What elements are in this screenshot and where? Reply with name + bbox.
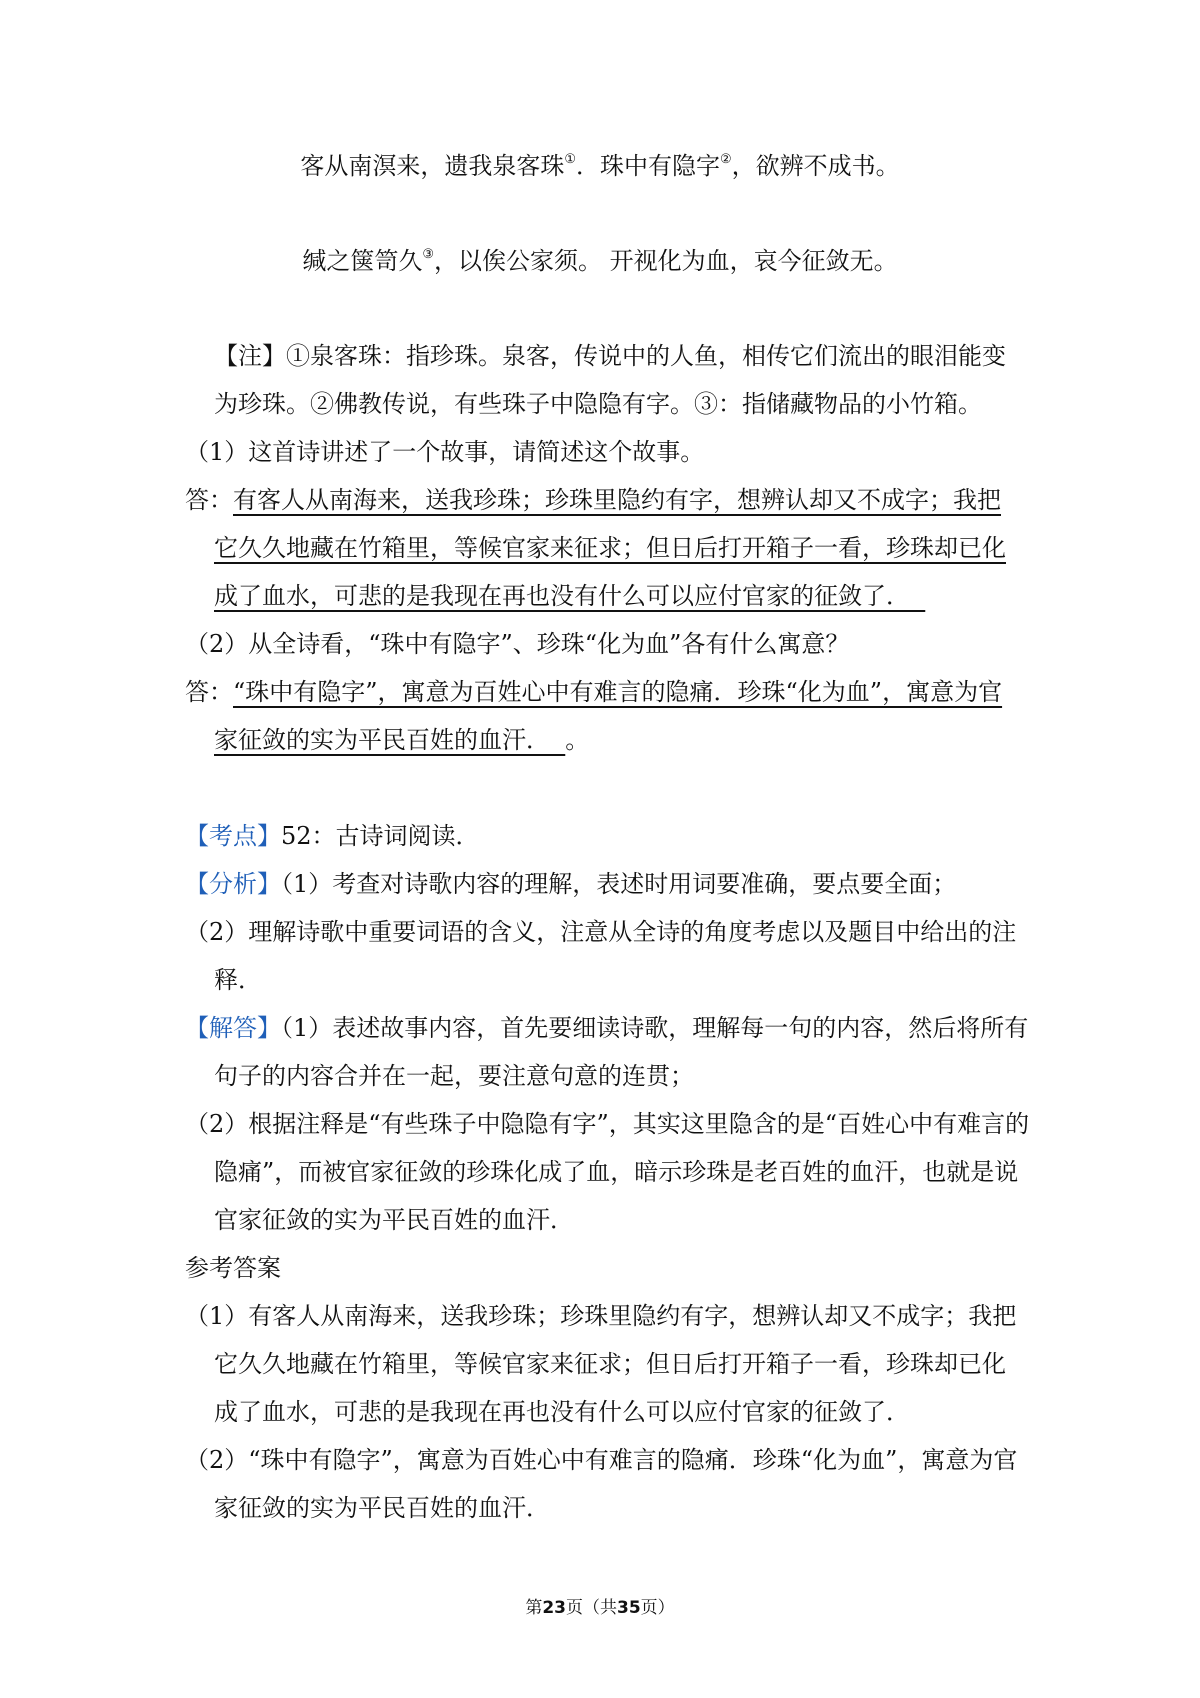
jieda-tag: 【解答】	[185, 1014, 281, 1042]
fenxi-line-3: 释．	[214, 966, 262, 994]
poem-line-2	[0, 245, 1200, 277]
kaodian-line	[185, 820, 480, 852]
jieda-line-5: 官家征敛的实为平民百姓的血汗．	[214, 1206, 574, 1234]
fenxi-text: （1）考查对诗歌内容的理解，表述时用词要准确，要点要全面；	[281, 870, 957, 898]
fenxi-line-1	[185, 868, 956, 900]
answer-1-line-1: 有客人从南海来，送我珍珠；珍珠里隐约有字，想辨认却又不成字；我把	[233, 486, 1001, 514]
kaodian-tag: 【考点】	[185, 822, 281, 850]
poem-text: 客从南溟来，遗我泉客珠	[300, 152, 565, 180]
answer-2-line-2	[214, 724, 589, 756]
footer-text: 第	[525, 1598, 543, 1618]
poem-text: ，欲辨不成书。	[731, 152, 900, 180]
reference-answer-1-line-2: 它久久地藏在竹箱里，等候官家来征求；但日后打开箱子一看，珍珠却已化	[214, 1350, 1006, 1378]
footnote-mark: ①	[564, 152, 576, 167]
note-line-2: 为珍珠。②佛教传说，有些珠子中隐隐有字。③：指储藏物品的小竹箱。	[214, 390, 982, 418]
answer-2-tail: 。	[565, 726, 590, 754]
reference-answer-1-line-3: 成了血水，可悲的是我现在再也没有什么可以应付官家的征敛了．	[214, 1398, 910, 1426]
reference-answer-1-line-1: （1）有客人从南海来，送我珍珠；珍珠里隐约有字，想辨认却又不成字；我把	[185, 1302, 1017, 1330]
kaodian-text: 52：古诗词阅读．	[281, 822, 480, 850]
fenxi-line-2: （2）理解诗歌中重要词语的含义，注意从全诗的角度考虑以及题目中给出的注	[185, 918, 1017, 946]
answer-label: 答：	[185, 486, 233, 514]
poem-text: 缄之箧笥久	[302, 247, 423, 275]
reference-title: 参考答案	[185, 1254, 281, 1282]
total-page-number: 35	[617, 1598, 641, 1618]
jieda-line-4: 隐痛”，而被官家征敛的珍珠化成了血，暗示珍珠是老百姓的血汗，也就是说	[214, 1158, 1019, 1186]
answer-label: 答：	[185, 678, 233, 706]
question-2: （2）从全诗看，“珠中有隐字”、珍珠“化为血”各有什么寓意？	[185, 630, 850, 658]
answer-1-line-2: 它久久地藏在竹箱里，等候官家来征求；但日后打开箱子一看，珍珠却已化	[214, 534, 1006, 562]
poem-text: ，以俟公家须。 开视化为血，哀今征敛无。	[434, 247, 898, 275]
reference-answer-2-line-2: 家征敛的实为平民百姓的血汗．	[214, 1494, 550, 1522]
note-line-1: 【注】①泉客珠：指珍珠。泉客，传说中的人鱼，相传它们流出的眼泪能变	[214, 342, 1006, 370]
current-page-number: 23	[542, 1598, 566, 1618]
answer-1-line-3: 成了血水，可悲的是我现在再也没有什么可以应付官家的征敛了．	[214, 582, 926, 610]
jieda-line-3: （2）根据注释是“有些珠子中隐隐有字”，其实这里隐含的是“百姓心中有难言的	[185, 1110, 1030, 1138]
reference-answer-2-line-1: （2）“珠中有隐字”，寓意为百姓心中有难言的隐痛．珍珠“化为血”，寓意为官	[185, 1446, 1018, 1474]
question-1: （1）这首诗讲述了一个故事，请简述这个故事。	[185, 438, 705, 466]
poem-line-1	[0, 150, 1200, 182]
poem-text: ．珠中有隐字	[576, 152, 720, 180]
footer-text: 页（共	[566, 1598, 617, 1618]
footer-text: 页）	[640, 1598, 675, 1618]
answer-2-text: 家征敛的实为平民百姓的血汗．	[214, 726, 566, 754]
jieda-line-2: 句子的内容合并在一起，要注意句意的连贯；	[214, 1062, 694, 1090]
jieda-line-1	[185, 1012, 1028, 1044]
footnote-mark: ③	[422, 247, 434, 262]
jieda-text: （1）表述故事内容，首先要细读诗歌，理解每一句的内容，然后将所有	[281, 1014, 1029, 1042]
page-footer	[0, 1596, 1200, 1620]
fenxi-tag: 【分析】	[185, 870, 281, 898]
footnote-mark: ②	[720, 152, 732, 167]
answer-2-line-1: “珠中有隐字”，寓意为百姓心中有难言的隐痛．珍珠“化为血”，寓意为官	[233, 678, 1003, 706]
